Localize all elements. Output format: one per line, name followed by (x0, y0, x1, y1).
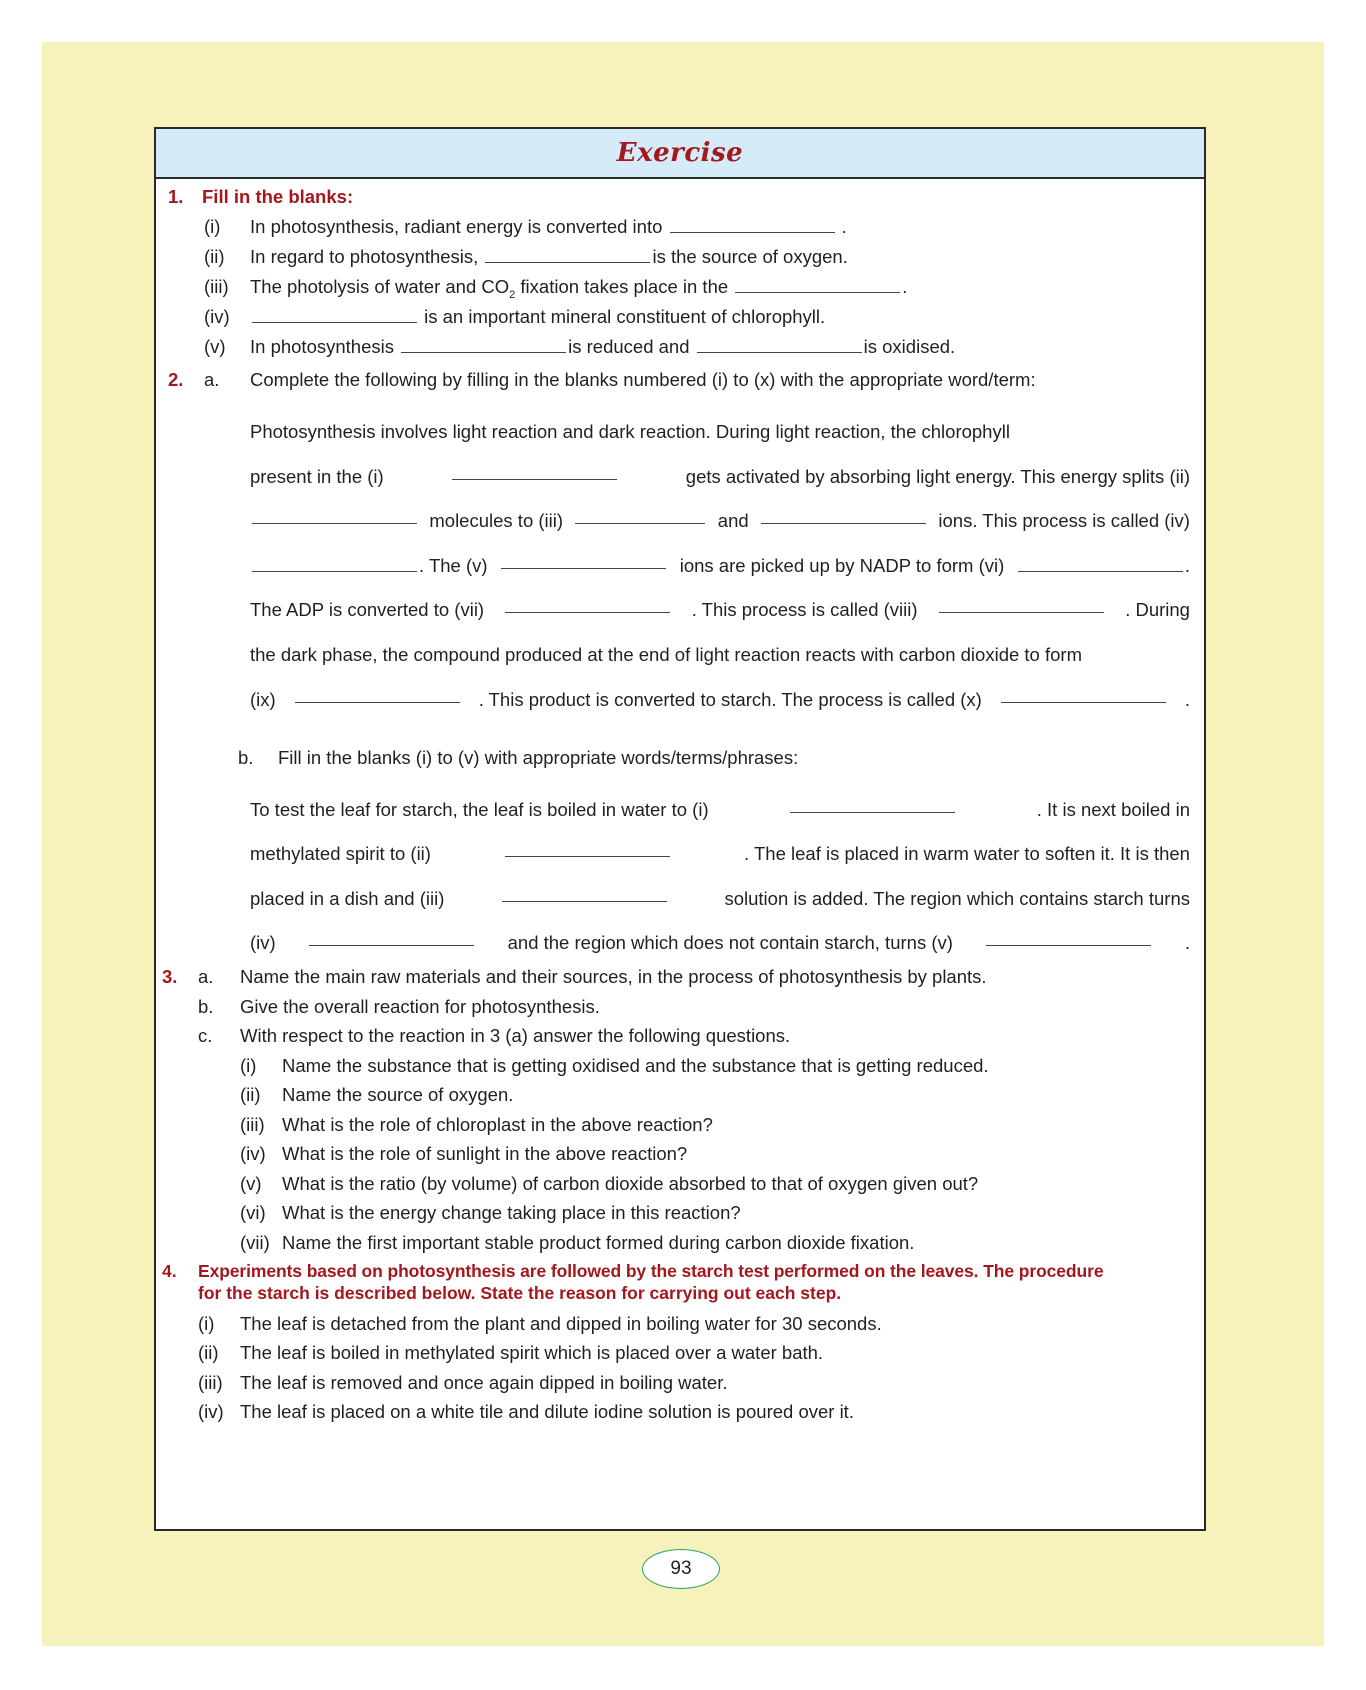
q3c-sub-text: Name the first important stable product formed during carbon dioxide fixation. (282, 1232, 915, 1253)
q2a-line-4 (250, 550, 1190, 582)
answer-blank[interactable] (505, 594, 670, 613)
exercise-box (154, 127, 1206, 1531)
answer-blank[interactable] (502, 883, 667, 902)
q4-item-text: The leaf is boiled in methylated spirit which is placed over a water bath. (240, 1342, 824, 1363)
q2a-text: . (1184, 689, 1190, 710)
q2a-text: (ix) (250, 689, 276, 710)
q2a-text: . This product is converted to starch. The process is called (x) (478, 689, 982, 710)
q2a-text: . During (1125, 599, 1190, 620)
q3c-sub-label: (iv) (240, 1143, 266, 1164)
q2b-line-1 (250, 794, 1190, 826)
q3a-text: Name the main raw materials and their sources, in the process of photosynthesis by plants. (240, 966, 987, 987)
q4-heading-line1: Experiments based on photosynthesis are followed by the starch test performed on the leaves. The procedure (198, 1261, 1104, 1281)
answer-blank[interactable] (735, 274, 900, 293)
q3c-sub-text: Name the substance that is getting oxidised and the substance that is getting reduced. (282, 1055, 989, 1076)
q1-item-iii-end: . (902, 276, 908, 297)
q2b-text: and the region which does not contain starch, turns (v) (507, 932, 953, 953)
q3b-label: b. (198, 996, 214, 1017)
exercise-header (156, 129, 1204, 179)
q4-heading-line2: for the starch is described below. State the reason for carrying out each step. (198, 1283, 842, 1303)
answer-blank[interactable] (252, 505, 417, 524)
page-number: 93 (670, 1558, 692, 1579)
answer-blank[interactable] (939, 594, 1104, 613)
q4-item-text: The leaf is detached from the plant and dipped in boiling water for 30 seconds. (240, 1313, 882, 1334)
answer-blank[interactable] (452, 461, 617, 480)
answer-blank[interactable] (295, 684, 460, 703)
q1-item-v-text: In photosynthesis (250, 336, 394, 357)
q1-item-i (250, 211, 847, 243)
q4-item-label: (ii) (198, 1342, 219, 1363)
q2b-text: . It is next boiled in (1036, 799, 1190, 820)
q1-item-v-end: is oxidised. (863, 336, 956, 357)
q2b-text: methylated spirit to (ii) (250, 843, 431, 864)
q1-heading: Fill in the blanks: (202, 186, 354, 207)
q2a-text: molecules to (iii) (429, 510, 564, 531)
q2b-line-2 (250, 838, 1190, 870)
answer-blank[interactable] (1018, 553, 1183, 572)
q2a-line-3 (250, 505, 1190, 537)
q3c-sub-text: What is the ratio (by volume) of carbon dioxide absorbed to that of oxygen given out? (282, 1173, 979, 1194)
q1-item-ii (250, 241, 848, 273)
answer-blank[interactable] (575, 505, 705, 524)
q3a-label: a. (198, 966, 214, 987)
answer-blank[interactable] (1001, 684, 1166, 703)
q2a-label: a. (204, 369, 220, 390)
q4-item-text: The leaf is removed and once again dipped in boiling water. (240, 1372, 728, 1393)
q3c-sub-text: What is the energy change taking place in this reaction? (282, 1202, 741, 1223)
q2b-line-4 (250, 927, 1190, 959)
q2a-line-7 (250, 684, 1190, 716)
q2a-text: . (1184, 555, 1190, 576)
q4-item-label: (iii) (198, 1372, 223, 1393)
answer-blank[interactable] (252, 304, 417, 323)
q1-item-i-text: In photosynthesis, radiant energy is converted into (250, 216, 663, 237)
q1-item-iii-text: The photolysis of water and CO (250, 276, 510, 297)
q1-number: 1. (168, 186, 184, 207)
q4-number: 4. (162, 1261, 177, 1281)
page-number-badge (642, 1549, 720, 1589)
q3c-sub-text: What is the role of sunlight in the above reaction? (282, 1143, 688, 1164)
q2a-text: ions. This process is called (iv) (938, 510, 1190, 531)
exercise-title: Exercise (616, 138, 744, 168)
q3c-sub-text: What is the role of chloroplast in the above reaction? (282, 1114, 713, 1135)
q3c-label: c. (198, 1025, 213, 1046)
q2a-instruction: Complete the following by filling in the blanks numbered (i) to (x) with the appropriate word/term: (250, 369, 1036, 390)
q2b-text: To test the leaf for starch, the leaf is boiled in water to (i) (250, 799, 709, 820)
q3c-sub-label: (vii) (240, 1232, 270, 1253)
q2a-text: Photosynthesis involves light reaction and dark reaction. During light reaction, the chlorophyll (250, 421, 1010, 442)
q3-number: 3. (162, 966, 178, 987)
q2a-line-1 (250, 416, 1190, 448)
q3b-text: Give the overall reaction for photosynthesis. (240, 996, 600, 1017)
q4-item-text: The leaf is placed on a white tile and dilute iodine solution is poured over it. (240, 1401, 854, 1422)
q2a-line-6 (250, 639, 1190, 671)
q2a-line-5 (250, 594, 1190, 626)
q1-label-iii: (iii) (204, 276, 229, 297)
q1-label-iv: (iv) (204, 306, 230, 327)
answer-blank[interactable] (761, 505, 926, 524)
answer-blank[interactable] (670, 214, 835, 233)
q3c-sub-text: Name the source of oxygen. (282, 1084, 514, 1105)
q3c-sub-label: (iii) (240, 1114, 265, 1135)
answer-blank[interactable] (401, 334, 566, 353)
q2a-text: present in the (i) (250, 466, 384, 487)
q1-item-v-text2: is reduced and (568, 336, 690, 357)
q2a-line-2 (250, 461, 1190, 493)
q2a-text: gets activated by absorbing light energy. This energy splits (ii) (685, 466, 1190, 487)
answer-blank[interactable] (485, 244, 650, 263)
subscript-2: 2 (509, 289, 516, 301)
q2a-text: . The (v) (419, 555, 488, 576)
answer-blank[interactable] (252, 553, 417, 572)
answer-blank[interactable] (501, 550, 666, 569)
answer-blank[interactable] (697, 334, 862, 353)
q3c-sub-label: (i) (240, 1055, 257, 1076)
q3c-sub-label: (ii) (240, 1084, 261, 1105)
q3c-text: With respect to the reaction in 3 (a) answer the following questions. (240, 1025, 791, 1046)
q1-label-ii: (ii) (204, 246, 225, 267)
q2b-line-3 (250, 883, 1190, 915)
q1-label-i: (i) (204, 216, 221, 237)
q1-item-ii-text: In regard to photosynthesis, (250, 246, 479, 267)
q1-item-iv (250, 301, 825, 333)
q1-item-i-end: . (841, 216, 847, 237)
q2-number: 2. (168, 369, 184, 390)
answer-blank[interactable] (505, 838, 670, 857)
q1-item-ii-end: is the source of oxygen. (652, 246, 848, 267)
q2b-text: . The leaf is placed in warm water to soften it. It is then (744, 843, 1190, 864)
q3c-sub-label: (vi) (240, 1202, 266, 1223)
q4-item-label: (i) (198, 1313, 215, 1334)
q1-label-v: (v) (204, 336, 226, 357)
q2a-text: ions are picked up by NADP to form (vi) (679, 555, 1005, 576)
q2b-text: . (1184, 932, 1190, 953)
q2b-text: (iv) (250, 932, 276, 953)
q3c-sub-label: (v) (240, 1173, 262, 1194)
q4-item-label: (iv) (198, 1401, 224, 1422)
q2a-text: The ADP is converted to (vii) (250, 599, 485, 620)
q2b-instruction: Fill in the blanks (i) to (v) with appropriate words/terms/phrases: (278, 747, 799, 768)
q2a-text: . This process is called (viii) (691, 599, 918, 620)
q1-item-iii-text2: fixation takes place in the (515, 276, 729, 297)
q2a-text: and (717, 510, 749, 531)
answer-blank[interactable] (790, 794, 955, 813)
q2b-text: placed in a dish and (iii) (250, 888, 445, 909)
q2a-text: the dark phase, the compound produced at the end of light reaction reacts with carbon dioxide to form (250, 644, 1082, 665)
q1-item-iv-text: is an important mineral constituent of chlorophyll. (424, 306, 826, 327)
q2b-label: b. (238, 747, 254, 768)
answer-blank[interactable] (986, 927, 1151, 946)
answer-blank[interactable] (309, 927, 474, 946)
page-background (42, 42, 1324, 1646)
q1-item-v (250, 331, 955, 363)
q2b-text: solution is added. The region which contains starch turns (724, 888, 1190, 909)
